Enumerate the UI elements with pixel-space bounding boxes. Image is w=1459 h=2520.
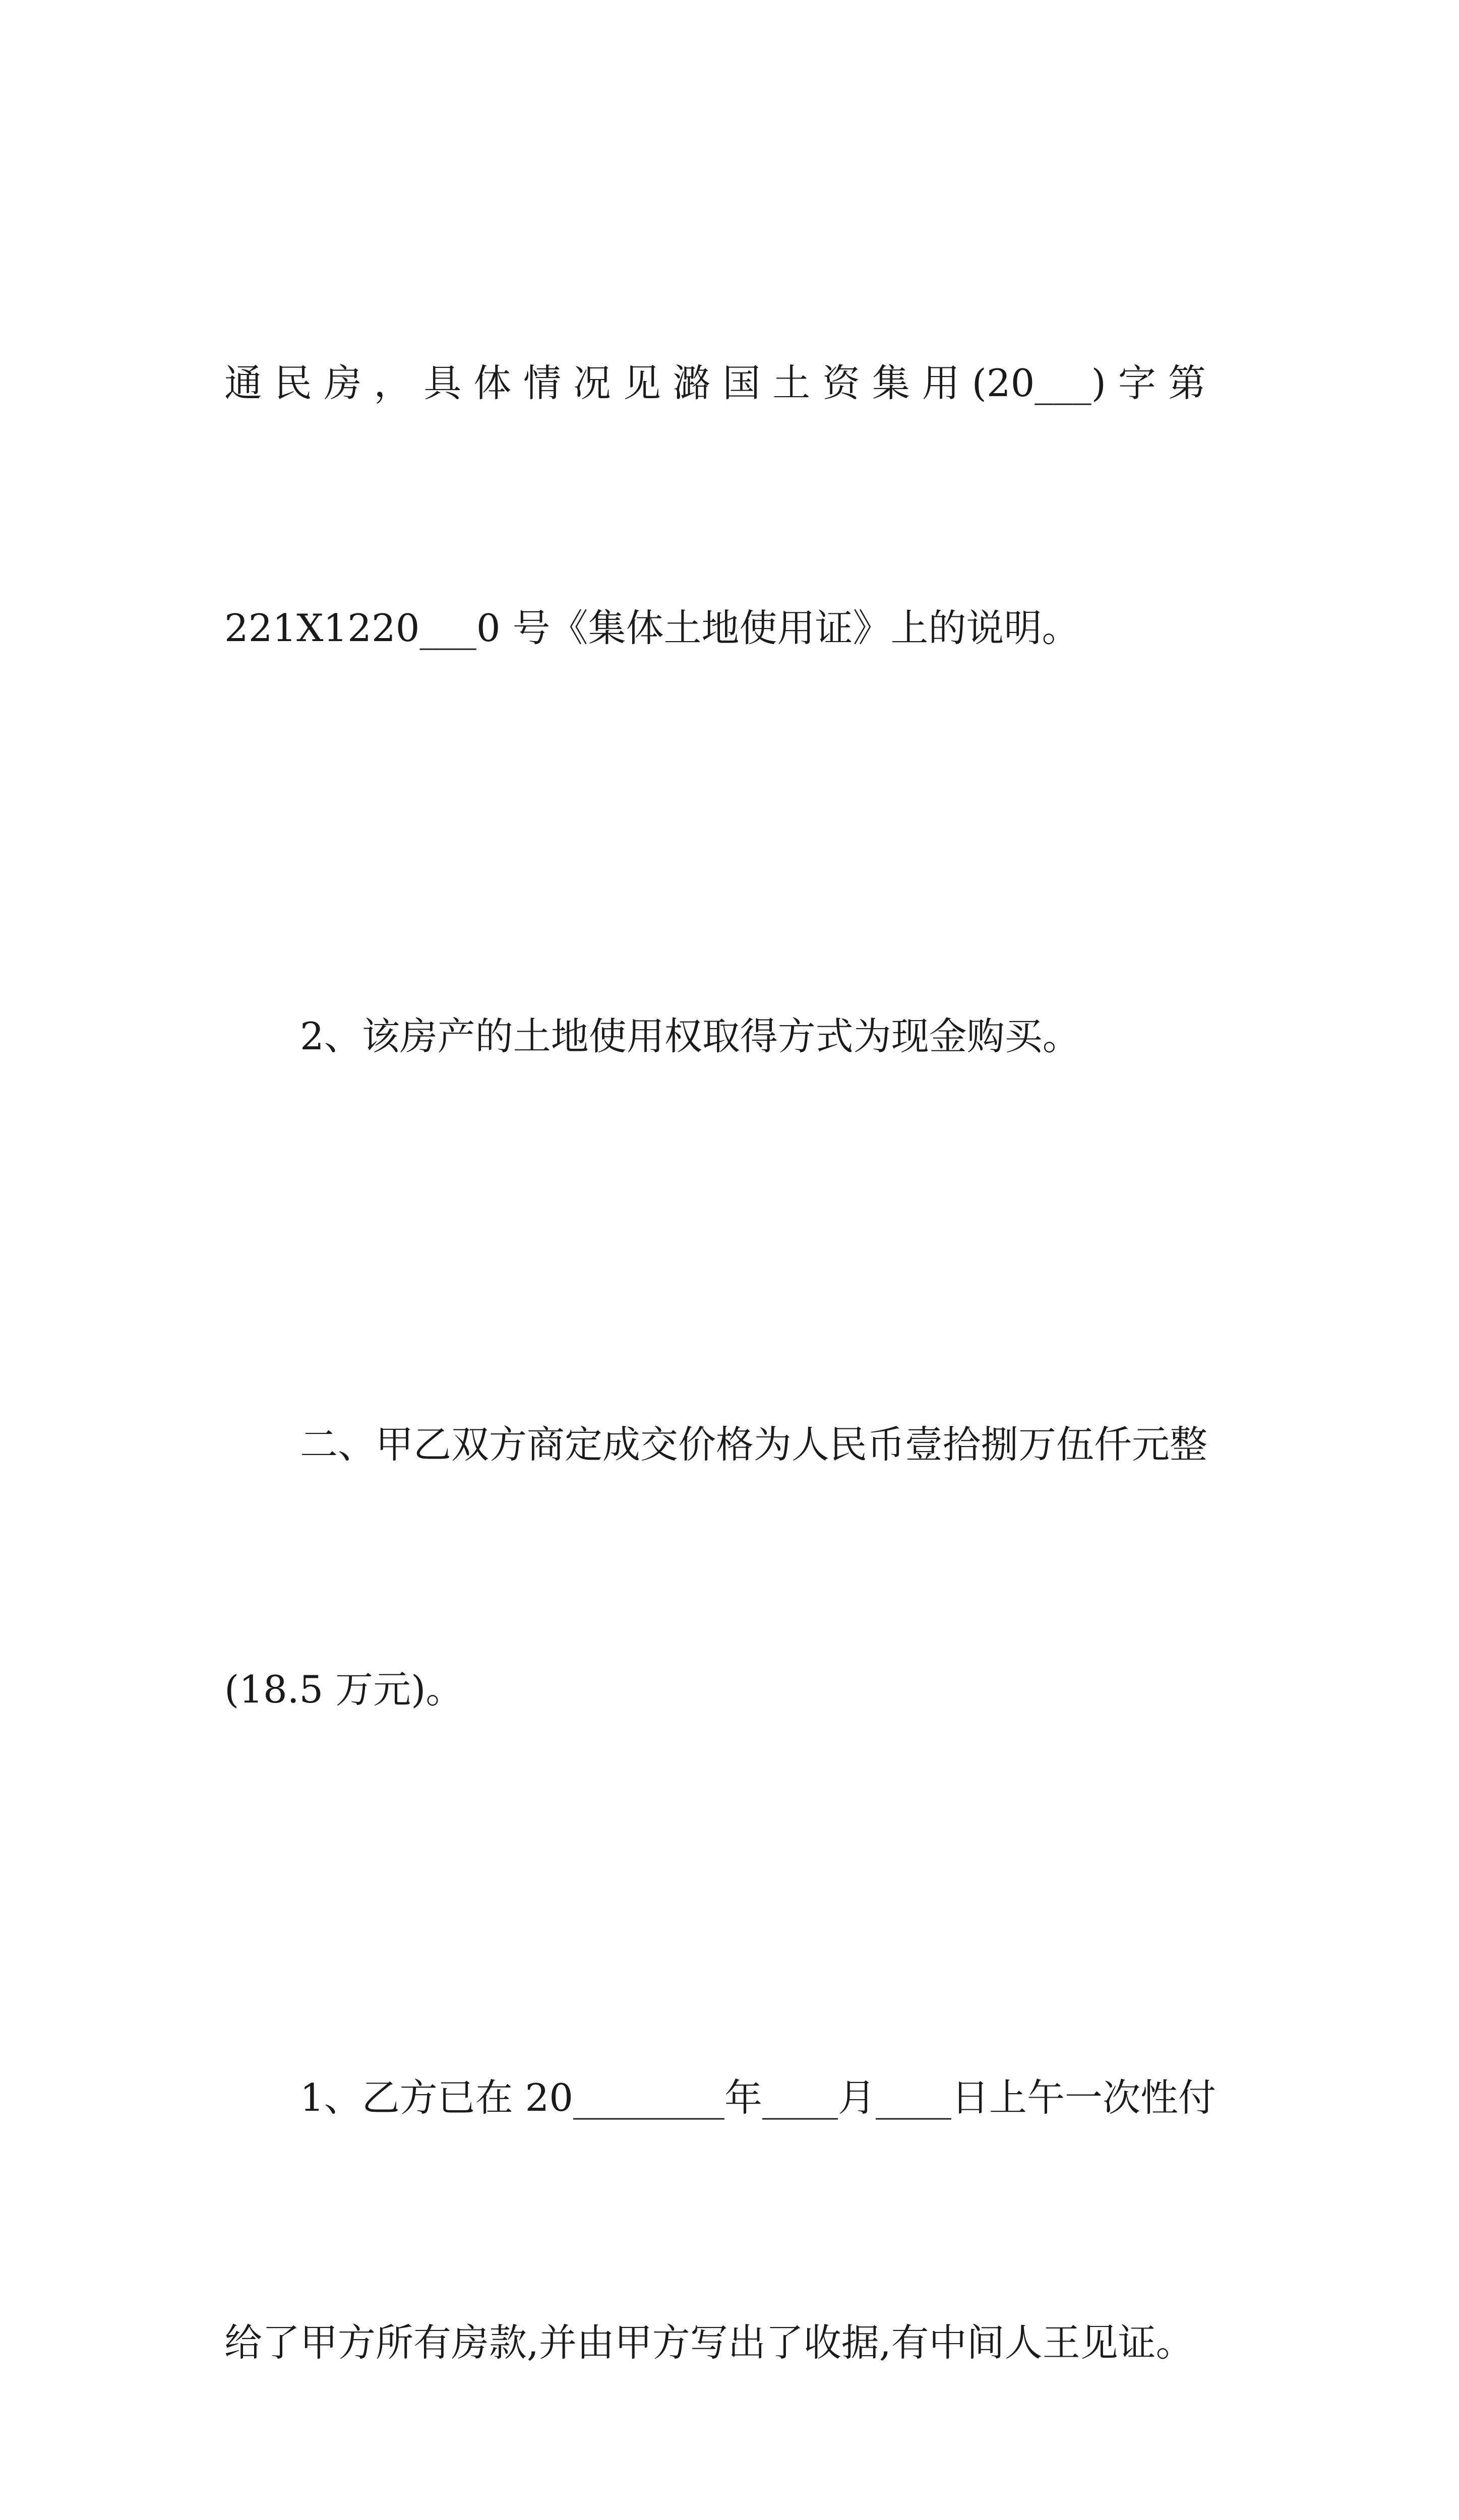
text-line: 通 民 房 ， 具 体 情 况 见 潞 国 土 资 集 用 (20___) 字 第 [224, 361, 1206, 405]
text-line: 2、该房产的土地使用权取得方式为现金购买。 [300, 1014, 1080, 1058]
paragraph-land-acquisition [224, 832, 1248, 1240]
text-line: (18.5 万元)。 [224, 1667, 464, 1712]
paragraph-price [224, 1240, 1248, 1894]
document-body [224, 179, 1248, 2520]
paragraph-payment [224, 1894, 1248, 2520]
text-line: 1、乙方已在 20________年____月____日上午一次性付 [300, 2075, 1216, 2120]
text-line: 二、甲乙双方商定成交价格为人民币壹拾捌万伍仟元整 [300, 1422, 1208, 1467]
text-line: 给了甲方所有房款,并由甲方写出了收据,有中间人王见证。 [224, 2320, 1194, 2365]
paragraph-land-certificate [224, 179, 1248, 832]
text-line: 221X1220___0 号《集体土地使用证》上的说明。 [224, 606, 1080, 650]
